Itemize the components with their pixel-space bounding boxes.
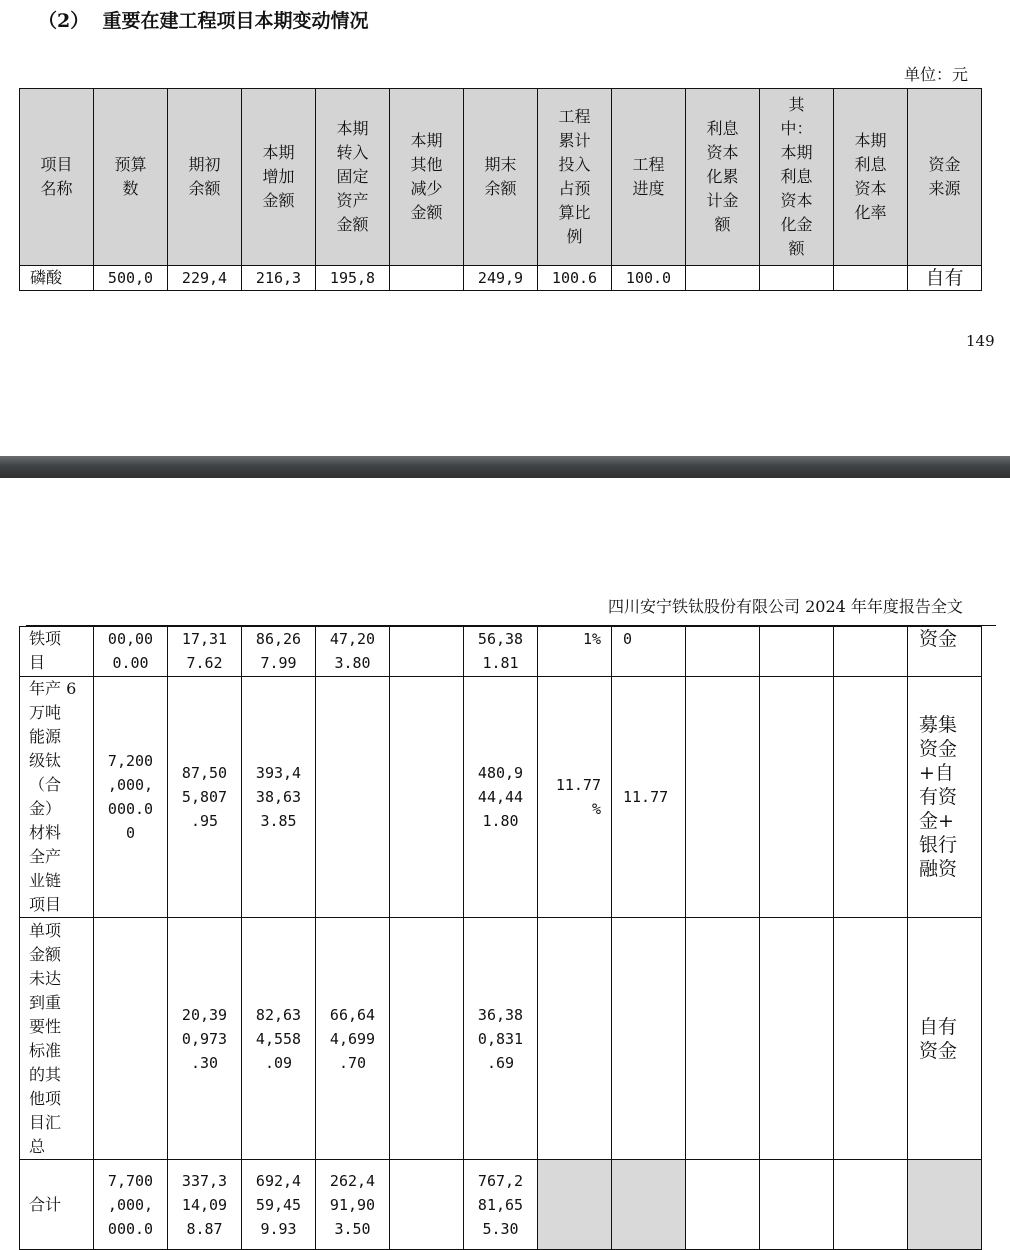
cell-name: 合计: [20, 1160, 94, 1250]
cell-closing: 56,38 1.81: [464, 627, 538, 677]
cell-interest-rate: [834, 627, 908, 677]
cell-interest-period: [760, 266, 834, 291]
col-header-fund-source: 资金 来源: [908, 89, 982, 266]
col-header-budget: 预算 数: [94, 89, 168, 266]
col-header-interest-period: 其 中： 本期 利息 资本 化金 额: [760, 89, 834, 266]
cell-budget: 7,700 ,000, 000.0: [94, 1160, 168, 1250]
table-row: [20, 677, 982, 918]
table-row-total: [20, 1160, 982, 1250]
col-header-other-decrease: 本期 其他 减少 金额: [390, 89, 464, 266]
cell-progress: 100.0: [612, 266, 686, 291]
cell-budget: 500,0: [94, 266, 168, 291]
cell-interest-cum: [686, 918, 760, 1160]
cell-interest-period: [760, 677, 834, 918]
cell-interest-period: [760, 918, 834, 1160]
cell-interest-rate: [834, 1160, 908, 1250]
construction-projects-table-page1: [19, 88, 982, 291]
col-header-investment-ratio: 工程 累计 投入 占预 算比 例: [538, 89, 612, 266]
construction-projects-table-page2: [19, 626, 982, 1250]
cell-interest-cum: [686, 627, 760, 677]
cell-other-decrease: [390, 677, 464, 918]
cell-closing: 767,2 81,65 5.30: [464, 1160, 538, 1250]
col-header-transfer-fixed-assets: 本期 转入 固定 资产 金额: [316, 89, 390, 266]
cell-transfer: 195,8: [316, 266, 390, 291]
cell-source: 募集 资金 +自 有资 金+ 银行 融资: [908, 677, 982, 918]
cell-opening: 17,31 7.62: [168, 627, 242, 677]
cell-interest-rate: [834, 677, 908, 918]
cell-ratio: 11.77 %: [538, 677, 612, 918]
page-separator: [0, 456, 1010, 478]
cell-name: 磷酸: [20, 266, 94, 291]
cell-progress: 11.77: [612, 677, 686, 918]
cell-budget: 7,200 ,000, 000.0 0: [94, 677, 168, 918]
cell-interest-cum: [686, 1160, 760, 1250]
cell-closing: 480,9 44,44 1.80: [464, 677, 538, 918]
cell-other-decrease: [390, 918, 464, 1160]
cell-interest-cum: [686, 677, 760, 918]
cell-source: 自有 资金: [908, 918, 982, 1160]
cell-increase: 82,63 4,558 .09: [242, 918, 316, 1160]
col-header-closing-balance: 期末 余额: [464, 89, 538, 266]
col-header-opening-balance: 期初 余额: [168, 89, 242, 266]
cell-closing: 249,9: [464, 266, 538, 291]
cell-increase: 86,26 7.99: [242, 627, 316, 677]
cell-other-decrease: [390, 627, 464, 677]
col-header-increase: 本期 增加 金额: [242, 89, 316, 266]
cell-increase: 692,4 59,45 9.93: [242, 1160, 316, 1250]
cell-progress: [612, 1160, 686, 1250]
unit-label: 单位：元: [904, 65, 969, 84]
cell-interest-rate: [834, 918, 908, 1160]
cell-transfer: 66,64 4,699 .70: [316, 918, 390, 1160]
col-header-project-name: 项目 名称: [20, 89, 94, 266]
cell-source: 自有: [908, 266, 982, 291]
cell-progress: [612, 918, 686, 1160]
cell-name: 铁项 目: [20, 627, 94, 677]
cell-increase: 393,4 38,63 3.85: [242, 677, 316, 918]
cell-source: [908, 1160, 982, 1250]
col-header-interest-rate: 本期 利息 资本 化率: [834, 89, 908, 266]
cell-interest-rate: [834, 266, 908, 291]
table-row: [20, 627, 982, 677]
cell-other-decrease: [390, 266, 464, 291]
cell-transfer: [316, 677, 390, 918]
cell-opening: 87,50 5,807 .95: [168, 677, 242, 918]
cell-transfer: 47,20 3.80: [316, 627, 390, 677]
cell-ratio: [538, 918, 612, 1160]
cell-ratio: 1%: [538, 627, 612, 677]
cell-opening: 20,39 0,973 .30: [168, 918, 242, 1160]
cell-interest-period: [760, 1160, 834, 1250]
page-number: 149: [966, 332, 995, 350]
col-header-progress: 工程 进度: [612, 89, 686, 266]
cell-budget: [94, 918, 168, 1160]
cell-ratio: [538, 1160, 612, 1250]
cell-ratio: 100.6: [538, 266, 612, 291]
cell-closing: 36,38 0,831 .69: [464, 918, 538, 1160]
cell-interest-cum: [686, 266, 760, 291]
cell-opening: 337,3 14,09 8.87: [168, 1160, 242, 1250]
table-row: [20, 266, 982, 291]
cell-opening: 229,4: [168, 266, 242, 291]
cell-name: 单项 金额 未达 到重 要性 标准 的其 他项 目汇 总: [20, 918, 94, 1160]
cell-source: 资金: [908, 627, 982, 677]
report-header: 四川安宁铁钛股份有限公司 2024 年年度报告全文: [608, 597, 963, 616]
cell-name: 年产 6 万吨 能源 级钛 （合 金） 材料 全产 业链 项目: [20, 677, 94, 918]
cell-transfer: 262,4 91,90 3.50: [316, 1160, 390, 1250]
cell-other-decrease: [390, 1160, 464, 1250]
table-row: [20, 918, 982, 1160]
cell-budget: 00,00 0.00: [94, 627, 168, 677]
cell-increase: 216,3: [242, 266, 316, 291]
cell-interest-period: [760, 627, 834, 677]
section-title: （2） 重要在建工程项目本期变动情况: [38, 10, 369, 32]
table-header-row: [20, 89, 982, 266]
col-header-interest-cumulative: 利息 资本 化累 计金 额: [686, 89, 760, 266]
cell-progress: 0: [612, 627, 686, 677]
